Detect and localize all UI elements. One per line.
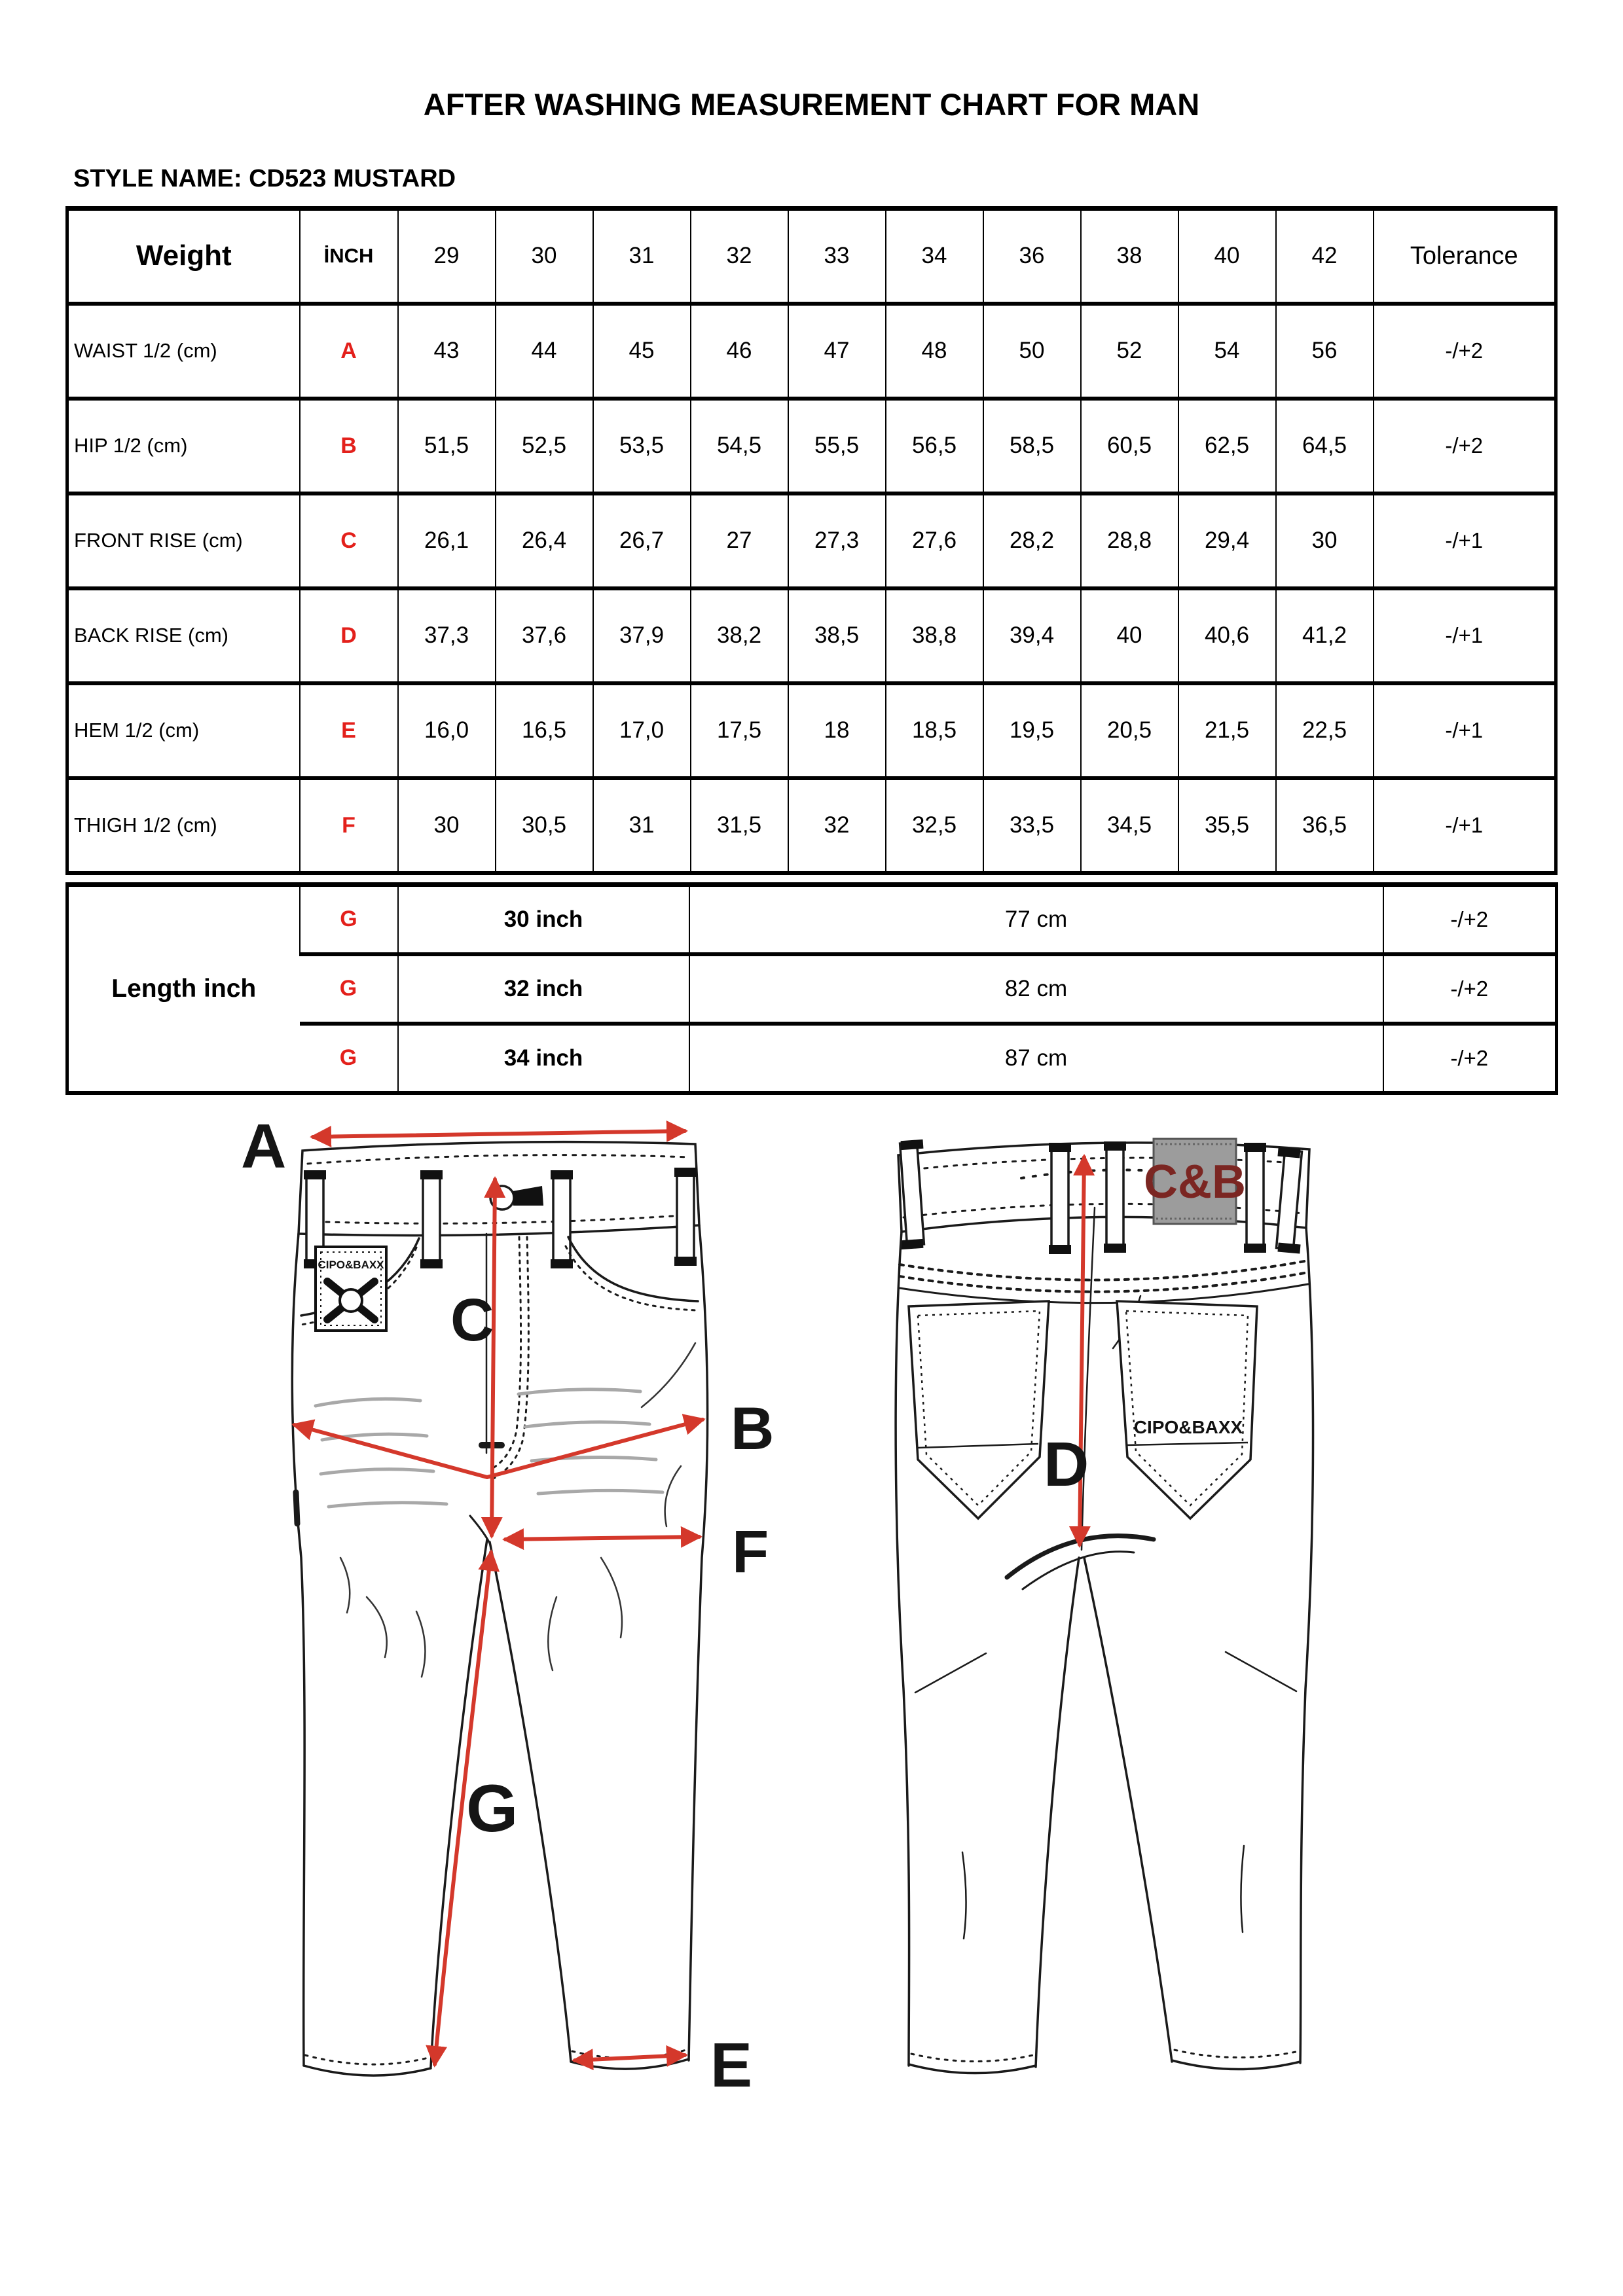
cm-cell: 87 cm bbox=[689, 1024, 1383, 1093]
value-cell: 31,5 bbox=[691, 778, 788, 873]
col-header-size: 42 bbox=[1276, 209, 1374, 304]
arrow-a-waist bbox=[313, 1131, 685, 1137]
value-cell: 54,5 bbox=[691, 399, 788, 493]
value-cell: 52 bbox=[1081, 304, 1178, 399]
value-cell: 35,5 bbox=[1178, 778, 1276, 873]
table-row-back-rise bbox=[67, 588, 1556, 683]
letter-cell: F bbox=[300, 778, 398, 873]
value-cell: 37,9 bbox=[593, 588, 691, 683]
value-cell: 27 bbox=[691, 493, 788, 588]
col-header-size: 34 bbox=[886, 209, 983, 304]
col-header-size: 32 bbox=[691, 209, 788, 304]
value-cell: 18 bbox=[788, 683, 886, 778]
inch-cell: 34 inch bbox=[398, 1024, 689, 1093]
value-cell: 56,5 bbox=[886, 399, 983, 493]
tolerance-cell: -/+2 bbox=[1374, 304, 1556, 399]
letter-cell: D bbox=[300, 588, 398, 683]
label-a: A bbox=[241, 1111, 287, 1181]
value-cell: 55,5 bbox=[788, 399, 886, 493]
tolerance-cell: -/+2 bbox=[1383, 885, 1557, 954]
label-b: B bbox=[731, 1395, 775, 1462]
col-header-size: 36 bbox=[983, 209, 1081, 304]
value-cell: 51,5 bbox=[398, 399, 496, 493]
value-cell: 26,7 bbox=[593, 493, 691, 588]
tolerance-cell: -/+2 bbox=[1383, 954, 1557, 1024]
tolerance-cell: -/+1 bbox=[1374, 683, 1556, 778]
value-cell: 27,3 bbox=[788, 493, 886, 588]
value-cell: 60,5 bbox=[1081, 399, 1178, 493]
col-header-size: 30 bbox=[496, 209, 593, 304]
inch-cell: 32 inch bbox=[398, 954, 689, 1024]
back-brand-patch bbox=[1144, 1139, 1246, 1224]
value-cell: 54 bbox=[1178, 304, 1276, 399]
value-cell: 26,4 bbox=[496, 493, 593, 588]
value-cell: 58,5 bbox=[983, 399, 1081, 493]
length-table bbox=[65, 882, 1558, 1095]
label-e: E bbox=[710, 2030, 753, 2100]
value-cell: 28,2 bbox=[983, 493, 1081, 588]
value-cell: 33,5 bbox=[983, 778, 1081, 873]
col-header-tolerance: Tolerance bbox=[1374, 209, 1556, 304]
style-name: STYLE NAME: CD523 MUSTARD bbox=[73, 165, 456, 192]
cm-cell: 82 cm bbox=[689, 954, 1383, 1024]
col-header-size: 38 bbox=[1081, 209, 1178, 304]
jeans-technical-drawing bbox=[0, 1100, 1623, 2124]
letter-cell: B bbox=[300, 399, 398, 493]
table-row-waist bbox=[67, 304, 1556, 399]
col-header-size: 33 bbox=[788, 209, 886, 304]
value-cell: 43 bbox=[398, 304, 496, 399]
row-label: BACK RISE (cm) bbox=[67, 588, 300, 683]
inch-cell: 30 inch bbox=[398, 885, 689, 954]
value-cell: 38,5 bbox=[788, 588, 886, 683]
length-row-30 bbox=[67, 885, 1557, 954]
tolerance-cell: -/+1 bbox=[1374, 493, 1556, 588]
value-cell: 38,8 bbox=[886, 588, 983, 683]
front-brand-patch bbox=[316, 1247, 386, 1331]
tolerance-cell: -/+1 bbox=[1374, 778, 1556, 873]
value-cell: 46 bbox=[691, 304, 788, 399]
value-cell: 32,5 bbox=[886, 778, 983, 873]
front-patch-brand-text: CIPO&BAXX bbox=[318, 1259, 384, 1271]
value-cell: 16,5 bbox=[496, 683, 593, 778]
cm-cell: 77 cm bbox=[689, 885, 1383, 954]
value-cell: 34,5 bbox=[1081, 778, 1178, 873]
col-header-size: 40 bbox=[1178, 209, 1276, 304]
measurement-table bbox=[65, 206, 1558, 875]
row-label: HEM 1/2 (cm) bbox=[67, 683, 300, 778]
value-cell: 16,0 bbox=[398, 683, 496, 778]
value-cell: 53,5 bbox=[593, 399, 691, 493]
letter-cell: A bbox=[300, 304, 398, 399]
back-jeans-outline bbox=[896, 1139, 1313, 2073]
value-cell: 52,5 bbox=[496, 399, 593, 493]
value-cell: 31 bbox=[593, 778, 691, 873]
page-title: AFTER WASHING MEASUREMENT CHART FOR MAN bbox=[423, 87, 1200, 122]
table-row-hem bbox=[67, 683, 1556, 778]
value-cell: 39,4 bbox=[983, 588, 1081, 683]
value-cell: 17,5 bbox=[691, 683, 788, 778]
value-cell: 47 bbox=[788, 304, 886, 399]
value-cell: 40 bbox=[1081, 588, 1178, 683]
value-cell: 29,4 bbox=[1178, 493, 1276, 588]
value-cell: 32 bbox=[788, 778, 886, 873]
tolerance-cell: -/+2 bbox=[1383, 1024, 1557, 1093]
value-cell: 37,3 bbox=[398, 588, 496, 683]
row-label: WAIST 1/2 (cm) bbox=[67, 304, 300, 399]
value-cell: 22,5 bbox=[1276, 683, 1374, 778]
table-row-thigh bbox=[67, 778, 1556, 873]
value-cell: 30 bbox=[398, 778, 496, 873]
row-label: THIGH 1/2 (cm) bbox=[67, 778, 300, 873]
col-header-inch: İNCH bbox=[300, 209, 398, 304]
label-f: F bbox=[732, 1518, 769, 1585]
value-cell: 44 bbox=[496, 304, 593, 399]
value-cell: 18,5 bbox=[886, 683, 983, 778]
value-cell: 36,5 bbox=[1276, 778, 1374, 873]
tolerance-cell: -/+1 bbox=[1374, 588, 1556, 683]
length-row-header: Length inch bbox=[67, 885, 300, 1093]
label-c: C bbox=[450, 1287, 494, 1354]
value-cell: 19,5 bbox=[983, 683, 1081, 778]
value-cell: 30 bbox=[1276, 493, 1374, 588]
label-d: D bbox=[1044, 1429, 1089, 1499]
value-cell: 27,6 bbox=[886, 493, 983, 588]
col-header-size: 29 bbox=[398, 209, 496, 304]
value-cell: 17,0 bbox=[593, 683, 691, 778]
value-cell: 64,5 bbox=[1276, 399, 1374, 493]
table-row-front-rise bbox=[67, 493, 1556, 588]
back-patch-text: C&B bbox=[1144, 1156, 1246, 1208]
letter-cell: E bbox=[300, 683, 398, 778]
table-row-hip bbox=[67, 399, 1556, 493]
value-cell: 37,6 bbox=[496, 588, 593, 683]
back-pocket-brand-text: CIPO&BAXX bbox=[1133, 1417, 1243, 1437]
value-cell: 41,2 bbox=[1276, 588, 1374, 683]
label-g: G bbox=[466, 1771, 519, 1846]
col-header-size: 31 bbox=[593, 209, 691, 304]
arrow-f-thigh bbox=[505, 1537, 699, 1539]
value-cell: 40,6 bbox=[1178, 588, 1276, 683]
value-cell: 45 bbox=[593, 304, 691, 399]
value-cell: 50 bbox=[983, 304, 1081, 399]
value-cell: 21,5 bbox=[1178, 683, 1276, 778]
col-header-weight: Weight bbox=[67, 209, 300, 304]
value-cell: 56 bbox=[1276, 304, 1374, 399]
value-cell: 20,5 bbox=[1081, 683, 1178, 778]
value-cell: 62,5 bbox=[1178, 399, 1276, 493]
row-label: HIP 1/2 (cm) bbox=[67, 399, 300, 493]
letter-cell: G bbox=[300, 885, 398, 954]
value-cell: 30,5 bbox=[496, 778, 593, 873]
letter-cell: G bbox=[300, 954, 398, 1024]
table-header-row bbox=[67, 209, 1556, 304]
letter-cell: G bbox=[300, 1024, 398, 1093]
row-label: FRONT RISE (cm) bbox=[67, 493, 300, 588]
value-cell: 28,8 bbox=[1081, 493, 1178, 588]
value-cell: 48 bbox=[886, 304, 983, 399]
value-cell: 26,1 bbox=[398, 493, 496, 588]
value-cell: 38,2 bbox=[691, 588, 788, 683]
tolerance-cell: -/+2 bbox=[1374, 399, 1556, 493]
letter-cell: C bbox=[300, 493, 398, 588]
